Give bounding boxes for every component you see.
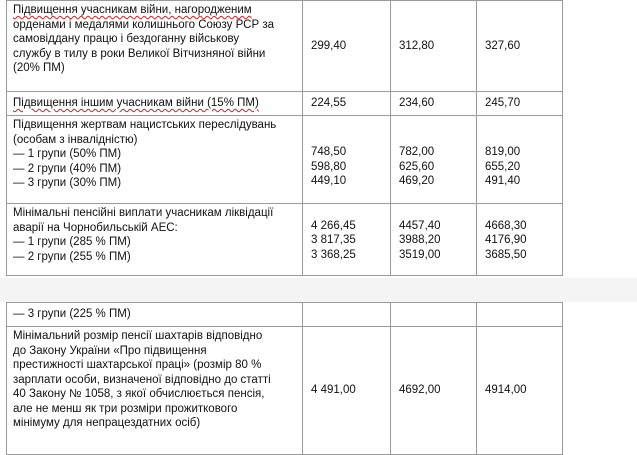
text-line: орденами і медалями колишнього Союзу РСР за	[13, 18, 275, 31]
value: 782,00	[399, 146, 435, 158]
value: 3685,50	[485, 248, 527, 261]
value-cell	[477, 116, 563, 204]
value: 819,00	[485, 146, 521, 158]
text-line: Підвищення іншим учасникам війни (15% ПМ)	[13, 96, 259, 109]
text-line: Мінімальні пенсійні виплати учасникам ліквідації	[13, 207, 274, 219]
row-description: — 3 групи (225 % ПМ)	[7, 303, 303, 327]
value-cell: 4914,00	[477, 327, 563, 455]
value: 3988,20	[399, 234, 441, 246]
text-line: мінімуму для непрацездатних осіб)	[13, 417, 201, 429]
text-line: 40 Закону № 1058, з якої обчислюється пенсія,	[13, 388, 265, 400]
value: 4176,90	[485, 234, 527, 246]
value-cell	[391, 204, 477, 276]
value: 4457,40	[399, 219, 441, 232]
table-row	[7, 303, 563, 327]
text-line: — 1 групи (50% ПМ)	[13, 148, 122, 160]
text-line: — 2 групи (255 % ПМ)	[13, 250, 131, 263]
text-line: — 1 групи (285 % ПМ)	[13, 236, 131, 248]
value: 3519,00	[399, 248, 441, 261]
value-cell	[303, 204, 391, 276]
value: 3 817,35	[311, 234, 356, 246]
value: 748,50	[311, 146, 347, 158]
row-description	[7, 327, 303, 455]
table-row	[7, 116, 563, 204]
value-cell: 4 491,00	[303, 327, 391, 455]
row-description	[7, 92, 303, 116]
value-cell: 312,80	[391, 1, 477, 92]
value-cell	[477, 303, 563, 327]
text-line: до Закону України «Про підвищення	[13, 344, 207, 357]
text-line: самовіддану працю і бездоганну військову	[13, 33, 240, 45]
value-cell	[303, 303, 391, 327]
text-line: зарплати особи, визначеної відповідно до статті	[13, 373, 271, 386]
text-line: — 2 групи (40% ПМ)	[13, 162, 122, 175]
value-cell	[477, 204, 563, 276]
text-line: Мінімальний розмір пенсії шахтарів відповідно	[13, 330, 263, 342]
table-row	[7, 92, 563, 116]
value: 449,10	[311, 175, 347, 187]
value: 3 368,25	[311, 248, 356, 261]
value-cell: 234,60	[391, 92, 477, 116]
text-line: Підвищення учасникам війни, нагородженим	[13, 4, 252, 16]
value: 4 266,45	[311, 219, 356, 232]
table-row	[7, 327, 563, 455]
text-line: престижності шахтарської праці» (розмір 80 %	[13, 359, 262, 371]
value-cell: 327,60	[477, 1, 563, 92]
value-cell: 245,70	[477, 92, 563, 116]
pension-table-page2	[6, 302, 563, 455]
value-cell	[391, 303, 477, 327]
row-description	[7, 204, 303, 276]
value: 4668,30	[485, 219, 527, 232]
row-description	[7, 1, 303, 92]
value-cell	[391, 116, 477, 204]
text-line: але не менш як три розміри прожиткового	[13, 402, 238, 415]
value: 655,20	[485, 160, 521, 173]
text-line: службу в тилу в роки Великої Вітчизняної війни	[13, 47, 266, 60]
value: 625,60	[399, 160, 435, 173]
value-cell: 4692,00	[391, 327, 477, 455]
row-description	[7, 116, 303, 204]
value: 469,20	[399, 175, 435, 187]
table-row	[7, 204, 563, 276]
text-line: Підвищення жертвам нацистських переслідувань	[13, 119, 277, 131]
value-cell	[303, 116, 391, 204]
table-row	[7, 1, 563, 92]
pension-table-page1	[6, 0, 563, 276]
page-break	[0, 278, 637, 302]
value-cell: 224,55	[303, 92, 391, 116]
text-line: (20% ПМ)	[13, 62, 65, 74]
text-line: аварії на Чорнобильській АЕС:	[13, 221, 178, 234]
text-line: (особам з інвалідністю)	[13, 133, 138, 146]
text-line: — 3 групи (30% ПМ)	[13, 177, 122, 189]
value: 598,80	[311, 160, 347, 173]
value: 491,40	[485, 175, 521, 187]
value-cell: 299,40	[303, 1, 391, 92]
